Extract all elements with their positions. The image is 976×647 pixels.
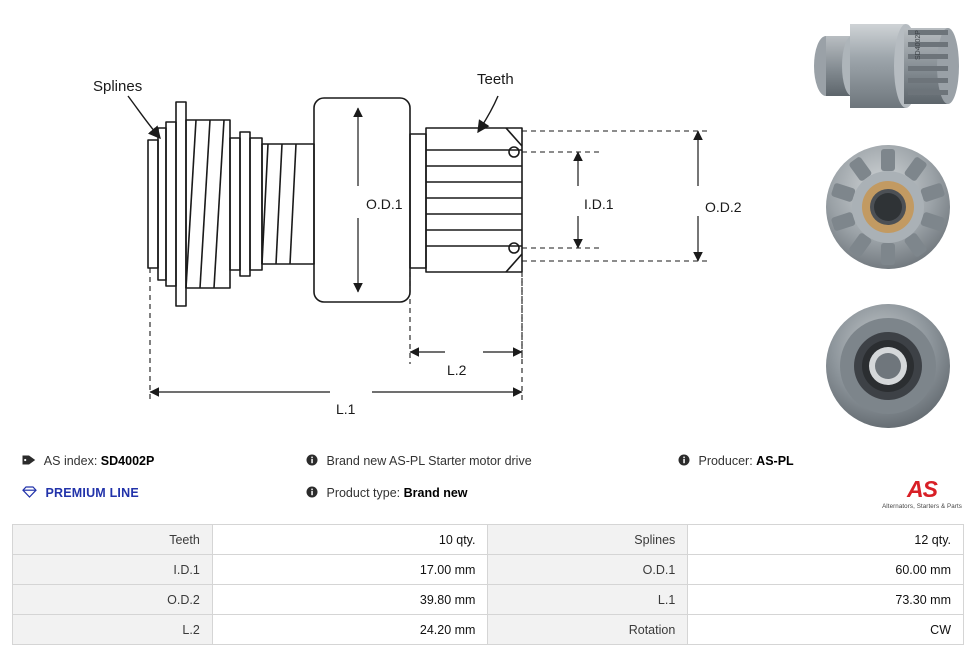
spec-key: O.D.1 <box>488 555 688 585</box>
product-photo-side[interactable] <box>808 2 968 130</box>
as-index-row <box>22 454 154 469</box>
spec-key: Teeth <box>13 525 213 555</box>
label-l1: L.1 <box>336 401 356 417</box>
label-l2: L.2 <box>447 362 467 378</box>
tag-icon <box>22 454 36 469</box>
spec-value: 24.20 mm <box>212 615 488 645</box>
diamond-icon <box>22 486 37 501</box>
aspl-logo-mark: AS <box>907 476 937 502</box>
label-od1: O.D.1 <box>366 196 403 212</box>
label-splines: Splines <box>93 78 143 95</box>
as-index-value: SD4002P <box>100 454 155 468</box>
spec-key: Splines <box>488 525 688 555</box>
producer-value: AS-PL <box>756 454 794 468</box>
aspl-logo <box>882 478 962 510</box>
table-row <box>13 525 964 555</box>
producer-label: Producer: <box>698 454 753 468</box>
shaft-sleeve <box>262 144 314 264</box>
spline-flange <box>176 102 186 306</box>
premium-line-label: PREMIUM LINE <box>45 486 139 500</box>
spec-value: CW <box>688 615 964 645</box>
table-row <box>13 555 964 585</box>
table-row <box>13 615 964 645</box>
label-teeth: Teeth <box>477 71 514 88</box>
spec-value: 39.80 mm <box>212 585 488 615</box>
product-type-value: Brand new <box>403 486 468 500</box>
label-id1: I.D.1 <box>584 196 614 212</box>
aspl-logo-subtitle: Alternators, Starters & Parts <box>882 503 962 510</box>
product-photos <box>800 0 976 440</box>
drive-endcap <box>148 140 158 268</box>
spec-value: 12 qty. <box>688 525 964 555</box>
product-type-row <box>306 486 468 501</box>
producer-row <box>678 454 794 469</box>
info-icon <box>306 454 318 469</box>
description-text: Brand new AS-PL Starter motor drive <box>326 454 532 468</box>
as-index-label: AS index: <box>43 454 98 468</box>
info-icon <box>306 486 318 501</box>
premium-line-row <box>22 486 139 501</box>
table-row <box>13 585 964 615</box>
label-od2: O.D.2 <box>705 199 742 215</box>
spec-key: L.1 <box>488 585 688 615</box>
spec-key: O.D.2 <box>13 585 213 615</box>
product-photo-front[interactable] <box>808 138 968 276</box>
spec-value: 73.30 mm <box>688 585 964 615</box>
description-row <box>306 454 532 469</box>
spec-key: L.2 <box>13 615 213 645</box>
product-type-label: Product type: <box>326 486 401 500</box>
info-icon <box>678 454 690 469</box>
spec-key: Rotation <box>488 615 688 645</box>
pinion-shoulder <box>410 134 426 268</box>
info-block <box>0 448 976 520</box>
spec-key: I.D.1 <box>13 555 213 585</box>
spec-value: 10 qty. <box>212 525 488 555</box>
product-photo-rear[interactable] <box>808 296 968 436</box>
svg-text:SD4002P: SD4002P <box>915 30 922 60</box>
spec-value: 60.00 mm <box>688 555 964 585</box>
specifications-table <box>12 524 964 645</box>
spec-value: 17.00 mm <box>212 555 488 585</box>
